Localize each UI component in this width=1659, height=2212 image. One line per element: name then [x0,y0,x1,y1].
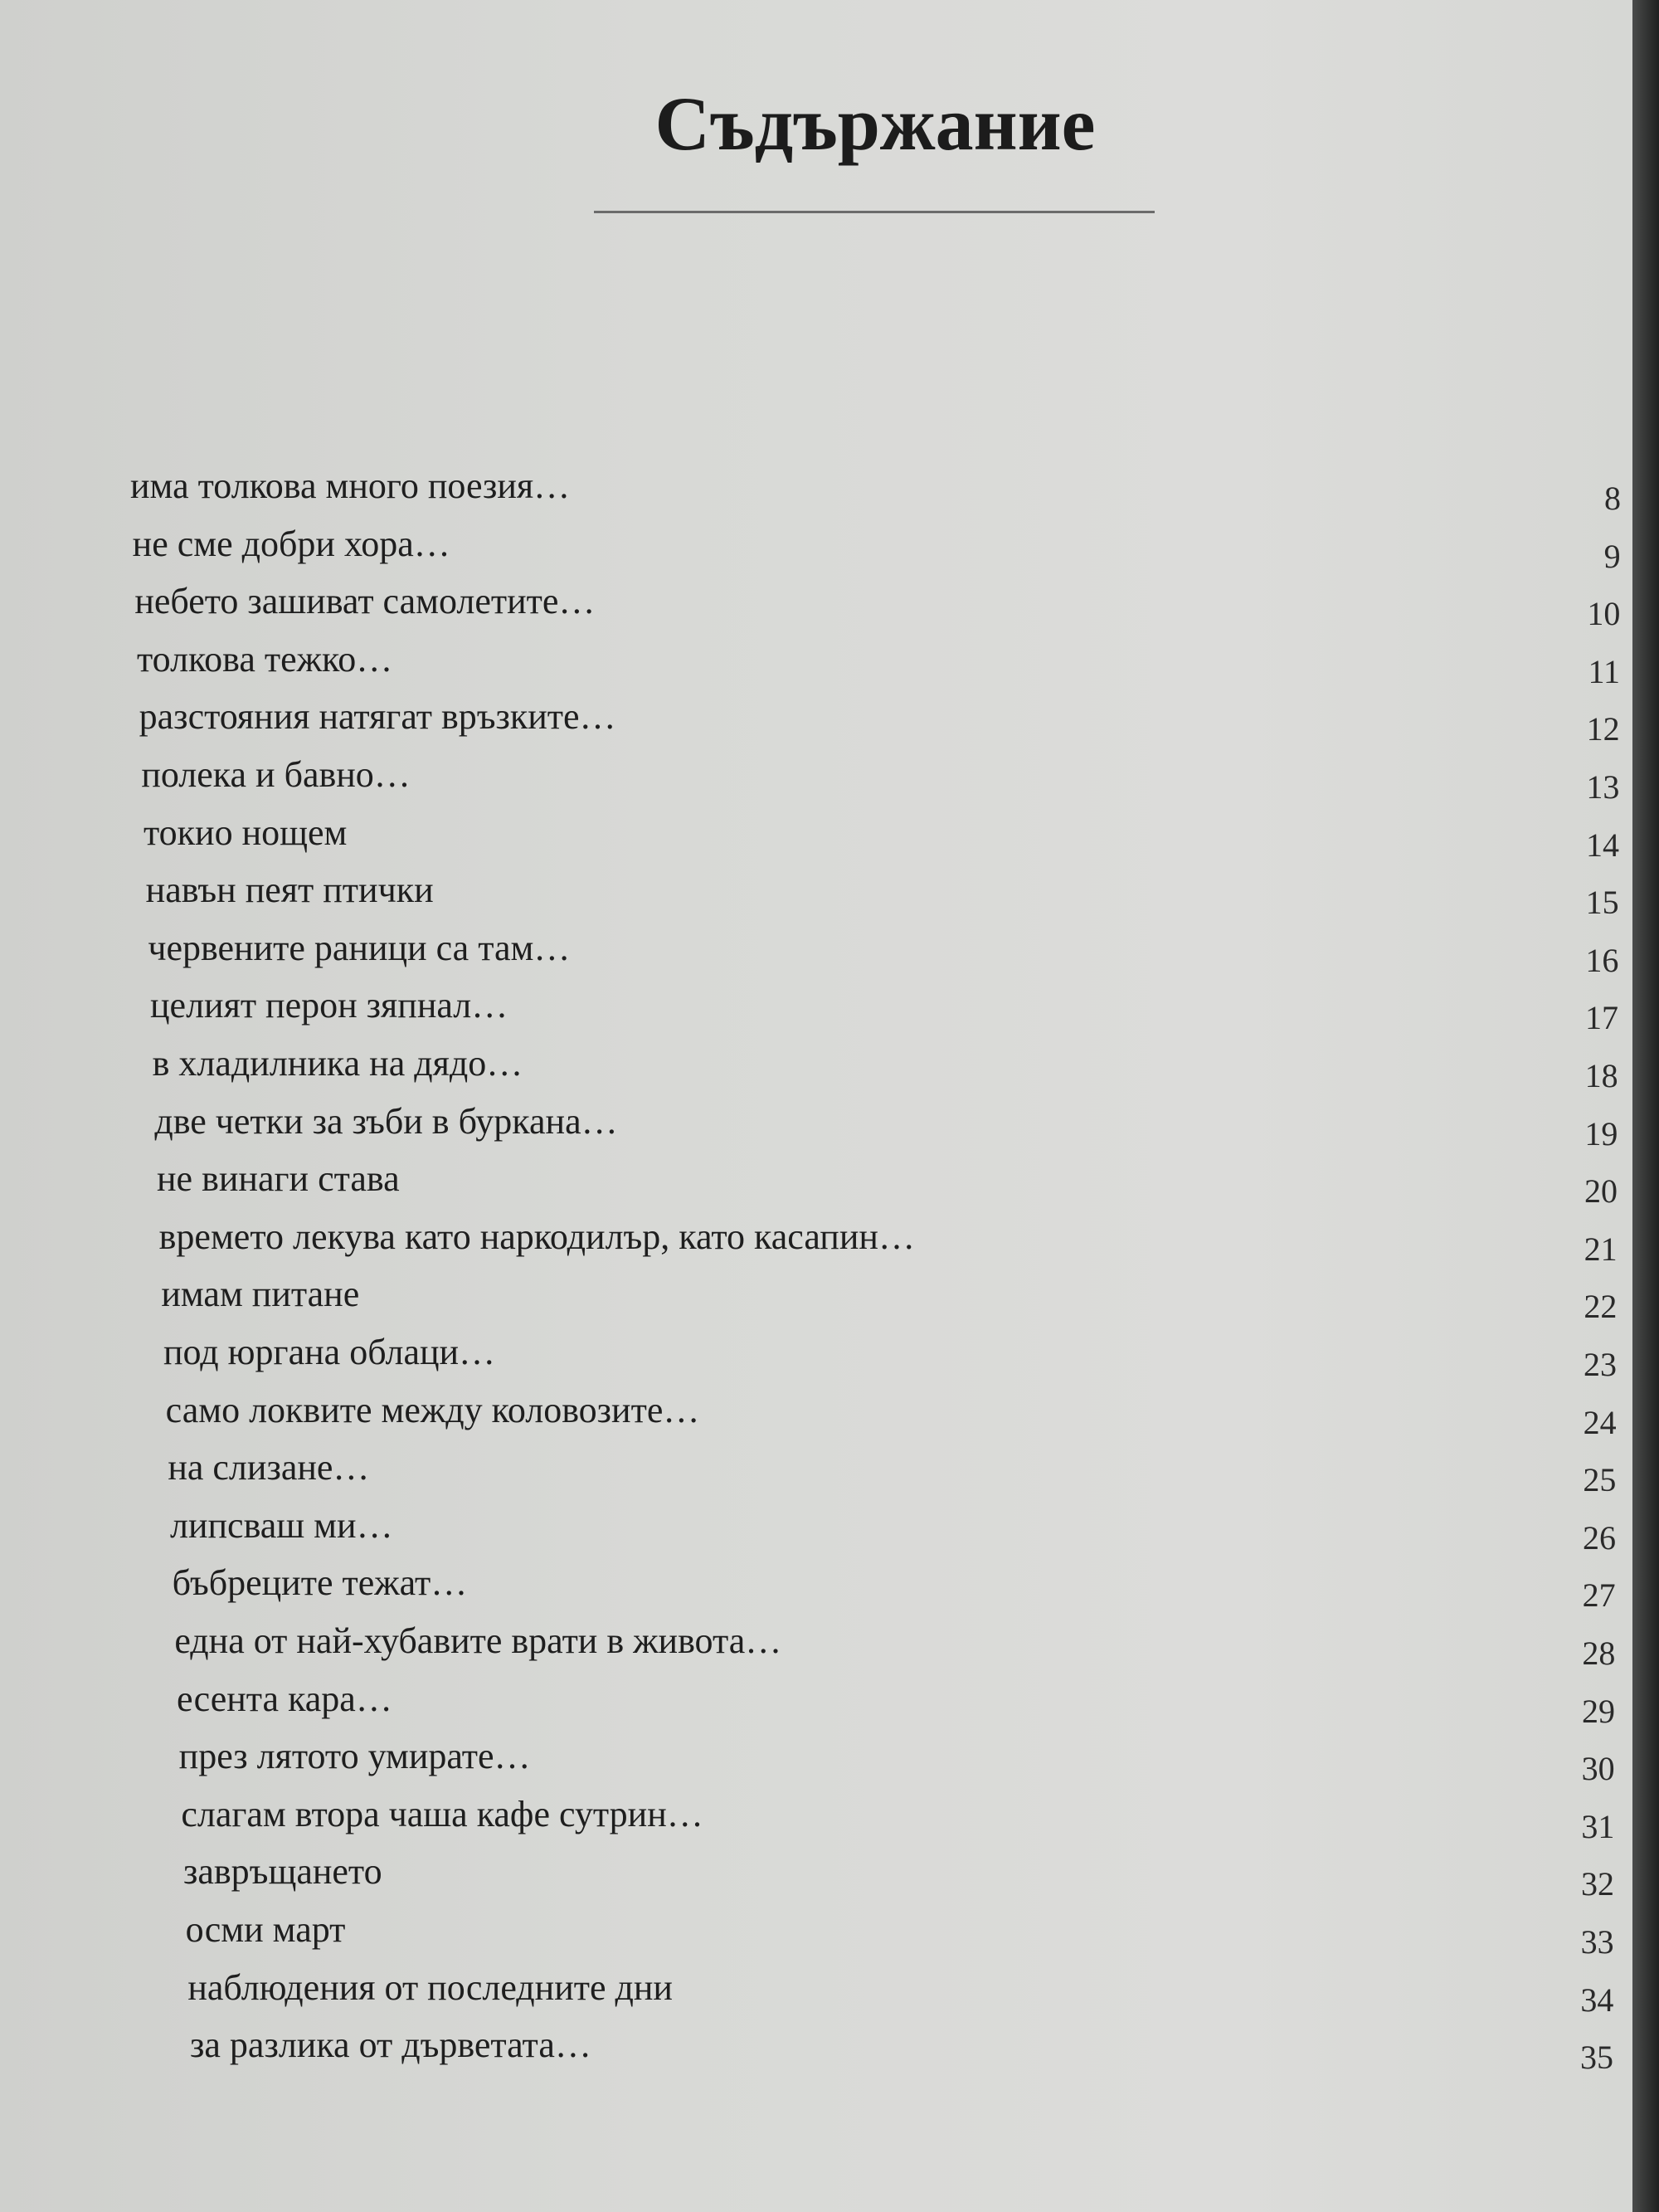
toc-entry-page-number: 19 [1584,1114,1618,1152]
toc-entry-page-number: 14 [1586,826,1619,864]
toc-entry-page-number: 11 [1588,652,1620,690]
toc-entry-page-number: 34 [1580,1981,1614,2019]
toc-entry-page-number: 27 [1582,1576,1616,1615]
toc-entry [0,1214,1659,1268]
toc-entry-title: разстояния натягат връзките… [139,696,616,738]
toc-entry [0,867,1659,922]
toc-entry-page-number: 20 [1584,1172,1618,1211]
toc-entry-title: за разлика от дърветата… [190,2024,591,2066]
toc-entry-page-number: 26 [1583,1518,1616,1557]
toc-entry-title: червените раници са там… [148,927,571,968]
toc-entry-page-number: 25 [1583,1461,1617,1499]
toc-entry-page-number: 32 [1581,1865,1614,1903]
toc-entry-page-number: 28 [1582,1635,1616,1672]
toc-entry-title: има толкова много поезия… [130,465,571,506]
toc-entry-page-number: 9 [1603,537,1621,575]
toc-entry [0,1907,1659,1961]
toc-entry-title: в хладилника на дядо… [152,1043,523,1084]
toc-entry [0,1560,1659,1615]
toc-entry-page-number: 35 [1580,2039,1613,2077]
toc-entry [0,1156,1659,1211]
toc-entry-title: една от най-хубавите врати в живота… [174,1620,782,1661]
toc-entry-page-number: 16 [1585,941,1619,979]
toc-entry-title: времето лекува като наркодилър, като касапин… [158,1216,915,1257]
toc-entry-page-number: 30 [1581,1750,1615,1788]
toc-entry-page-number: 31 [1581,1807,1615,1845]
toc-entry [0,1445,1659,1499]
toc-entry-title: не винаги става [157,1158,400,1200]
toc-entry-title: целият перон зяпнал… [150,985,508,1026]
toc-entry-title: слагам втора чаша кафе сутрин… [181,1793,703,1834]
toc-entry [0,2022,1659,2077]
toc-entry-title: наблюдения от последните дни [187,1966,673,2008]
toc-entry [0,1099,1659,1152]
toc-entry [0,752,1659,806]
toc-entry-page-number: 13 [1586,768,1620,806]
toc-entry [0,636,1659,690]
toc-entry-page-number: 15 [1585,884,1619,922]
toc-entry-title: под юргана облаци… [163,1332,496,1372]
toc-entry-page-number: 22 [1584,1288,1618,1326]
toc-entry-title: две четки за зъби в буркана… [154,1100,618,1142]
toc-entry-title: небето зашиват самолетите… [134,581,596,622]
toc-entry [0,694,1659,748]
toc-entry-page-number: 23 [1584,1346,1617,1383]
toc-entry-title: на слизане… [168,1447,370,1488]
toc-entry-page-number: 29 [1582,1692,1615,1730]
toc-entry [0,1965,1659,2019]
toc-entry [0,463,1659,517]
toc-entry [0,1271,1659,1326]
toc-entry-title: осми март [185,1909,346,1950]
toc-entry-page-number: 17 [1585,999,1618,1037]
toc-entry [0,925,1659,979]
toc-entry [0,578,1659,633]
toc-entry-title: липсваш ми… [170,1504,393,1546]
toc-entry [0,810,1659,864]
toc-entry-title: есента кара… [177,1678,392,1719]
toc-entry-title: навън пеят птички [145,870,434,911]
toc-entry [0,1329,1659,1383]
toc-entry [0,1618,1659,1672]
toc-entry [0,982,1659,1037]
toc-entry-page-number: 8 [1604,480,1621,517]
toc-entry [0,1040,1659,1094]
toc-entry [0,1503,1659,1557]
toc-entry-page-number: 21 [1584,1230,1618,1268]
toc-entry-title: полека и бавно… [141,754,411,795]
toc-entry-title: толкова тежко… [137,638,393,680]
toc-entry-title: само локвите между коловозите… [165,1389,700,1430]
toc-entry-page-number: 10 [1587,595,1621,633]
toc-entry [0,1733,1659,1788]
toc-entry-title: не сме добри хора… [132,523,450,564]
toc-entry-page-number: 12 [1586,710,1620,748]
toc-entry [0,1387,1659,1441]
toc-entry-title: бъбреците тежат… [172,1562,468,1604]
page-title: Съдържание [654,81,1096,166]
toc-entry-title: през лятото умирате… [178,1736,531,1777]
toc-entry [0,1791,1659,1845]
toc-entry [0,1849,1659,1903]
toc-entry [0,1676,1659,1730]
toc-entry-page-number: 24 [1583,1403,1617,1441]
toc-entry-page-number: 33 [1580,1923,1614,1961]
toc-entry [0,521,1659,575]
toc-entry-title: завръщането [183,1851,382,1893]
toc-entry-title: имам питане [161,1274,360,1315]
book-edge [1632,0,1659,2212]
toc-entry-title: токио нощем [144,811,348,853]
toc-entry-page-number: 18 [1584,1057,1618,1094]
